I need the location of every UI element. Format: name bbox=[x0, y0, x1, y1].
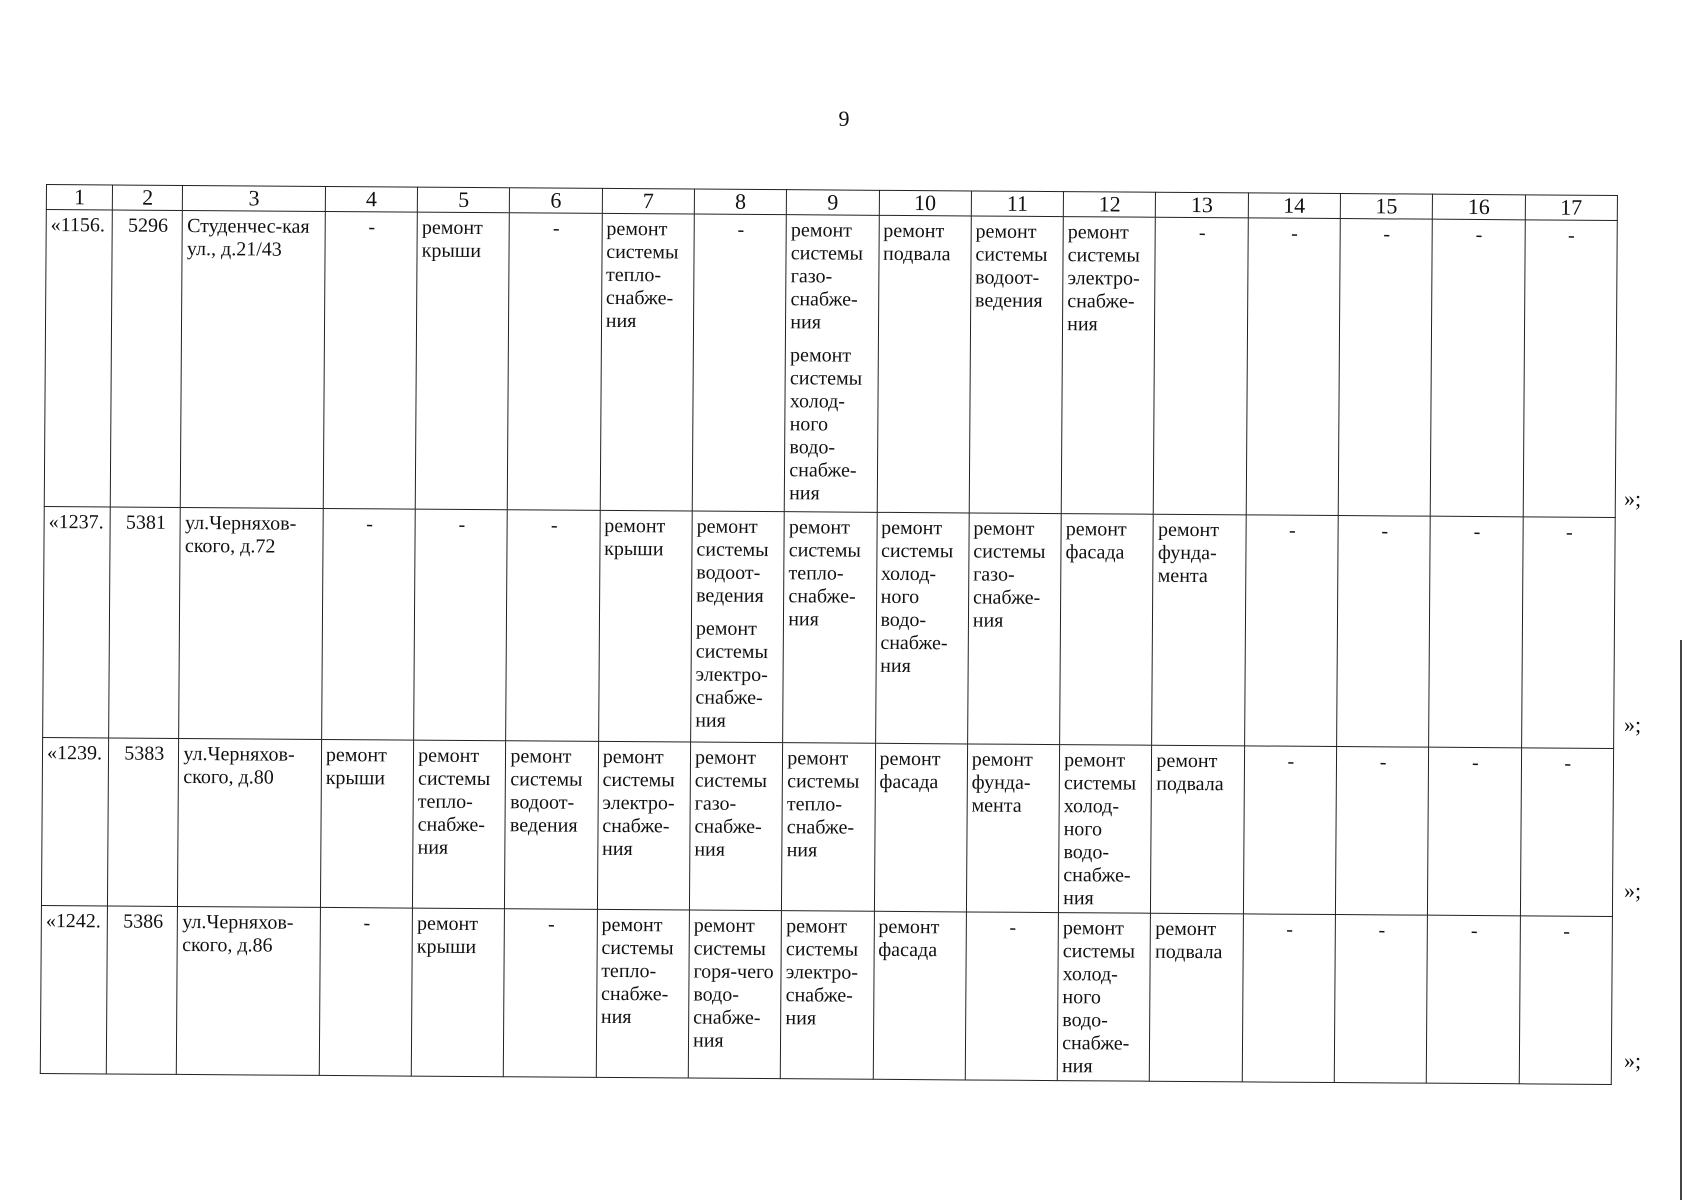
object-code: 5381 bbox=[125, 511, 167, 534]
empty-mark: - bbox=[1287, 750, 1295, 773]
table-cell-col-15 bbox=[1338, 219, 1432, 517]
table-row bbox=[41, 737, 1613, 916]
table-cell-col-16 bbox=[1428, 747, 1521, 916]
empty-mark: - bbox=[1470, 919, 1478, 943]
table-cell-col-9 bbox=[783, 512, 877, 744]
row-index: «1239. bbox=[46, 742, 103, 765]
empty-mark: - bbox=[1379, 751, 1387, 774]
empty-mark: - bbox=[1471, 751, 1479, 775]
table-cell-col-16 bbox=[1429, 516, 1523, 748]
empty-mark: - bbox=[1289, 519, 1296, 542]
work-item: ремонт системы электро-снабже-ния bbox=[602, 745, 675, 861]
column-header-11: 11 bbox=[971, 191, 1063, 217]
work-item: ремонт крыши bbox=[604, 514, 666, 561]
table-cell-col-14 bbox=[1242, 914, 1335, 1083]
table-cell-col-5 bbox=[411, 908, 504, 1077]
empty-mark: - bbox=[1564, 752, 1572, 775]
work-item: ремонт системы тепло-снабже-ния bbox=[600, 913, 674, 1029]
table-cell-col-9 bbox=[782, 743, 875, 912]
work-item: ремонт фасада bbox=[878, 915, 940, 962]
table-cell-col-3 bbox=[179, 507, 323, 739]
table-cell-col-8 bbox=[692, 214, 786, 512]
row-index: «1156. bbox=[50, 214, 106, 237]
empty-mark: - bbox=[1378, 919, 1386, 942]
table-cell-col-14 bbox=[1243, 746, 1336, 915]
column-header-10: 10 bbox=[879, 190, 971, 216]
work-item: ремонт крыши bbox=[421, 216, 483, 263]
table-cell-col-7 bbox=[600, 213, 694, 511]
empty-mark: - bbox=[1009, 916, 1017, 939]
work-item: ремонт фунда-мента bbox=[1157, 518, 1220, 588]
address: ул.Черняхов-ского, д.72 bbox=[184, 511, 297, 558]
row-index: «1242. bbox=[45, 910, 101, 933]
row-closing-quote: »; bbox=[1624, 712, 1642, 737]
empty-mark: - bbox=[737, 218, 745, 241]
column-header-4: 4 bbox=[325, 186, 417, 212]
empty-mark: - bbox=[1568, 224, 1575, 247]
work-item: ремонт системы электро-снабже-ния bbox=[695, 617, 768, 732]
table-cell-col-6 bbox=[506, 510, 600, 742]
address: Студенчес-кая ул., д.21/43 bbox=[186, 214, 310, 261]
column-header-2: 2 bbox=[113, 185, 183, 210]
column-header-5: 5 bbox=[417, 187, 509, 213]
table-cell-col-1 bbox=[41, 737, 108, 905]
table-cell-col-10 bbox=[874, 743, 967, 912]
table-cell-col-6 bbox=[504, 909, 597, 1078]
table-cell-col-15 bbox=[1335, 747, 1428, 916]
work-item: ремонт системы газо-снабже-ния bbox=[972, 517, 1046, 632]
table-cell-col-1 bbox=[44, 210, 112, 507]
table-cell-col-11 bbox=[969, 216, 1063, 514]
table-cell-col-17 bbox=[1520, 748, 1614, 917]
page-edge bbox=[1680, 640, 1682, 1200]
work-item: ремонт системы водоот-ведения bbox=[509, 745, 583, 837]
work-item: ремонт системы электро-снабже-ния bbox=[1067, 221, 1140, 336]
work-item: ремонт фасада bbox=[1065, 518, 1127, 564]
address: ул.Черняхов-ского, д.80 bbox=[183, 742, 295, 789]
table-cell-col-1 bbox=[40, 905, 107, 1073]
empty-mark: - bbox=[363, 912, 371, 935]
column-header-8: 8 bbox=[694, 189, 786, 215]
address: ул.Черняхов-ского, д.86 bbox=[182, 910, 294, 957]
empty-mark: - bbox=[1383, 223, 1391, 246]
table-cell-col-3 bbox=[178, 738, 322, 907]
column-header-1: 1 bbox=[46, 185, 112, 210]
work-item: ремонт крыши bbox=[416, 912, 479, 959]
empty-mark: - bbox=[1475, 223, 1483, 247]
object-code: 5296 bbox=[127, 214, 169, 237]
object-code: 5383 bbox=[124, 742, 165, 765]
table-cell-col-12 bbox=[1059, 745, 1152, 914]
table-cell-col-10 bbox=[877, 215, 971, 513]
row-index: «1237. bbox=[48, 511, 104, 534]
work-item: ремонт системы электро-снабже-ния bbox=[785, 915, 859, 1030]
empty-mark: - bbox=[368, 216, 376, 239]
work-item: ремонт системы холод-ного водо-снабже-ния bbox=[880, 516, 954, 678]
table-cell-col-3 bbox=[181, 210, 326, 508]
work-item: ремонт фунда-мента bbox=[971, 748, 1033, 817]
table-cell-col-14 bbox=[1246, 218, 1340, 516]
table-cell-col-6 bbox=[505, 741, 598, 910]
column-header-13: 13 bbox=[1156, 192, 1248, 218]
empty-mark: - bbox=[1381, 520, 1389, 543]
column-header-3: 3 bbox=[183, 185, 326, 211]
table-cell-col-2 bbox=[106, 906, 177, 1074]
table-cell-col-12 bbox=[1057, 913, 1150, 1082]
table-cell-col-17 bbox=[1519, 916, 1613, 1085]
work-item: ремонт подвала bbox=[1156, 749, 1224, 796]
table-row bbox=[43, 506, 1616, 748]
work-item: ремонт подвала bbox=[1154, 917, 1223, 964]
work-item: ремонт системы холод-ного водо-снабже-ния bbox=[789, 344, 863, 505]
table-cell-col-5 bbox=[413, 740, 506, 909]
work-item: ремонт системы газо-снабже-ния bbox=[790, 219, 864, 334]
row-closing-quote: »; bbox=[1624, 486, 1642, 511]
work-item: ремонт подвала bbox=[883, 219, 951, 266]
column-header-9: 9 bbox=[787, 190, 879, 216]
table-cell-col-7 bbox=[598, 510, 692, 742]
table-cell-col-7 bbox=[596, 909, 689, 1078]
table-cell-col-4 bbox=[322, 508, 416, 740]
table-cell-col-3 bbox=[177, 906, 321, 1075]
table-cell-col-11 bbox=[967, 513, 1061, 745]
table-cell-col-7 bbox=[597, 741, 690, 910]
work-item: ремонт системы тепло-снабже-ния bbox=[417, 744, 491, 859]
table-cell-col-9 bbox=[781, 911, 874, 1080]
column-header-16: 16 bbox=[1433, 194, 1525, 220]
empty-mark: - bbox=[552, 217, 560, 240]
table-cell-col-12 bbox=[1060, 514, 1154, 746]
empty-mark: - bbox=[1286, 918, 1294, 941]
row-closing-quote: »; bbox=[1624, 1048, 1642, 1073]
table-cell-col-4 bbox=[323, 211, 417, 509]
work-item: ремонт крыши bbox=[325, 743, 387, 790]
table-cell-col-13 bbox=[1152, 514, 1246, 746]
work-item: ремонт системы горя-чего водо-снабже-ния bbox=[692, 914, 774, 1052]
empty-mark: - bbox=[550, 514, 558, 537]
table-cell-col-9 bbox=[785, 215, 879, 513]
table-cell-col-2 bbox=[110, 210, 182, 507]
empty-mark: - bbox=[458, 513, 466, 536]
table-cell-col-5 bbox=[414, 509, 508, 741]
repair-schedule-sheet bbox=[40, 184, 1618, 1085]
table-cell-col-11 bbox=[965, 912, 1058, 1081]
column-header-17: 17 bbox=[1525, 195, 1618, 221]
table-cell-col-12 bbox=[1061, 217, 1155, 515]
column-header-14: 14 bbox=[1248, 193, 1340, 219]
page-number: 9 bbox=[838, 106, 850, 131]
work-item: ремонт системы тепло-снабже-ния bbox=[786, 747, 860, 862]
table-cell-col-6 bbox=[508, 213, 602, 511]
table-cell-col-11 bbox=[966, 744, 1059, 913]
row-closing-quote: »; bbox=[1624, 878, 1642, 903]
table-cell-col-13 bbox=[1150, 913, 1243, 1082]
work-item: ремонт системы водоот-ведения bbox=[974, 220, 1048, 312]
table-cell-col-8 bbox=[688, 910, 781, 1079]
table-cell-col-8 bbox=[691, 511, 785, 743]
empty-mark: - bbox=[1565, 521, 1573, 544]
table-cell-col-14 bbox=[1244, 515, 1338, 747]
column-header-6: 6 bbox=[510, 188, 602, 214]
work-item: ремонт системы холод-ного водо-снабже-ния bbox=[1063, 749, 1137, 910]
table-cell-col-17 bbox=[1521, 517, 1615, 749]
table-cell-col-15 bbox=[1337, 516, 1431, 748]
empty-mark: - bbox=[548, 913, 555, 936]
table-cell-col-2 bbox=[109, 507, 181, 738]
table-cell-col-15 bbox=[1334, 915, 1427, 1084]
empty-mark: - bbox=[1291, 222, 1298, 245]
table-row bbox=[40, 905, 1612, 1084]
work-item: ремонт системы газо-снабже-ния bbox=[694, 746, 768, 861]
empty-mark: - bbox=[1198, 222, 1206, 245]
work-item: ремонт системы водоот-ведения bbox=[696, 515, 769, 608]
table-cell-col-16 bbox=[1427, 915, 1520, 1084]
work-item: ремонт системы холод-ного водо-снабже-ния bbox=[1061, 917, 1136, 1078]
object-code: 5386 bbox=[123, 910, 164, 933]
table-cell-col-16 bbox=[1430, 219, 1524, 517]
table-cell-col-4 bbox=[319, 907, 412, 1076]
empty-mark: - bbox=[1563, 920, 1570, 943]
table-row bbox=[44, 210, 1617, 518]
table-cell-col-10 bbox=[875, 512, 969, 744]
work-item: ремонт системы тепло-снабже-ния bbox=[788, 516, 861, 631]
column-header-12: 12 bbox=[1063, 192, 1155, 218]
table-cell-col-17 bbox=[1523, 220, 1618, 518]
work-item: ремонт фасада bbox=[879, 747, 941, 794]
table-cell-col-13 bbox=[1154, 217, 1248, 515]
table-cell-col-5 bbox=[415, 212, 509, 510]
table-cell-col-8 bbox=[689, 742, 782, 911]
column-header-7: 7 bbox=[602, 188, 694, 214]
repair-schedule-table bbox=[40, 184, 1618, 1085]
work-item: ремонт системы тепло-снабже-ния bbox=[605, 217, 679, 333]
table-cell-col-13 bbox=[1151, 745, 1244, 914]
table-cell-col-10 bbox=[873, 911, 966, 1080]
empty-mark: - bbox=[366, 513, 374, 536]
table-cell-col-2 bbox=[108, 738, 179, 906]
table-cell-col-4 bbox=[320, 739, 413, 908]
table-cell-col-1 bbox=[43, 506, 111, 737]
empty-mark: - bbox=[1473, 520, 1481, 544]
column-header-15: 15 bbox=[1340, 194, 1432, 220]
